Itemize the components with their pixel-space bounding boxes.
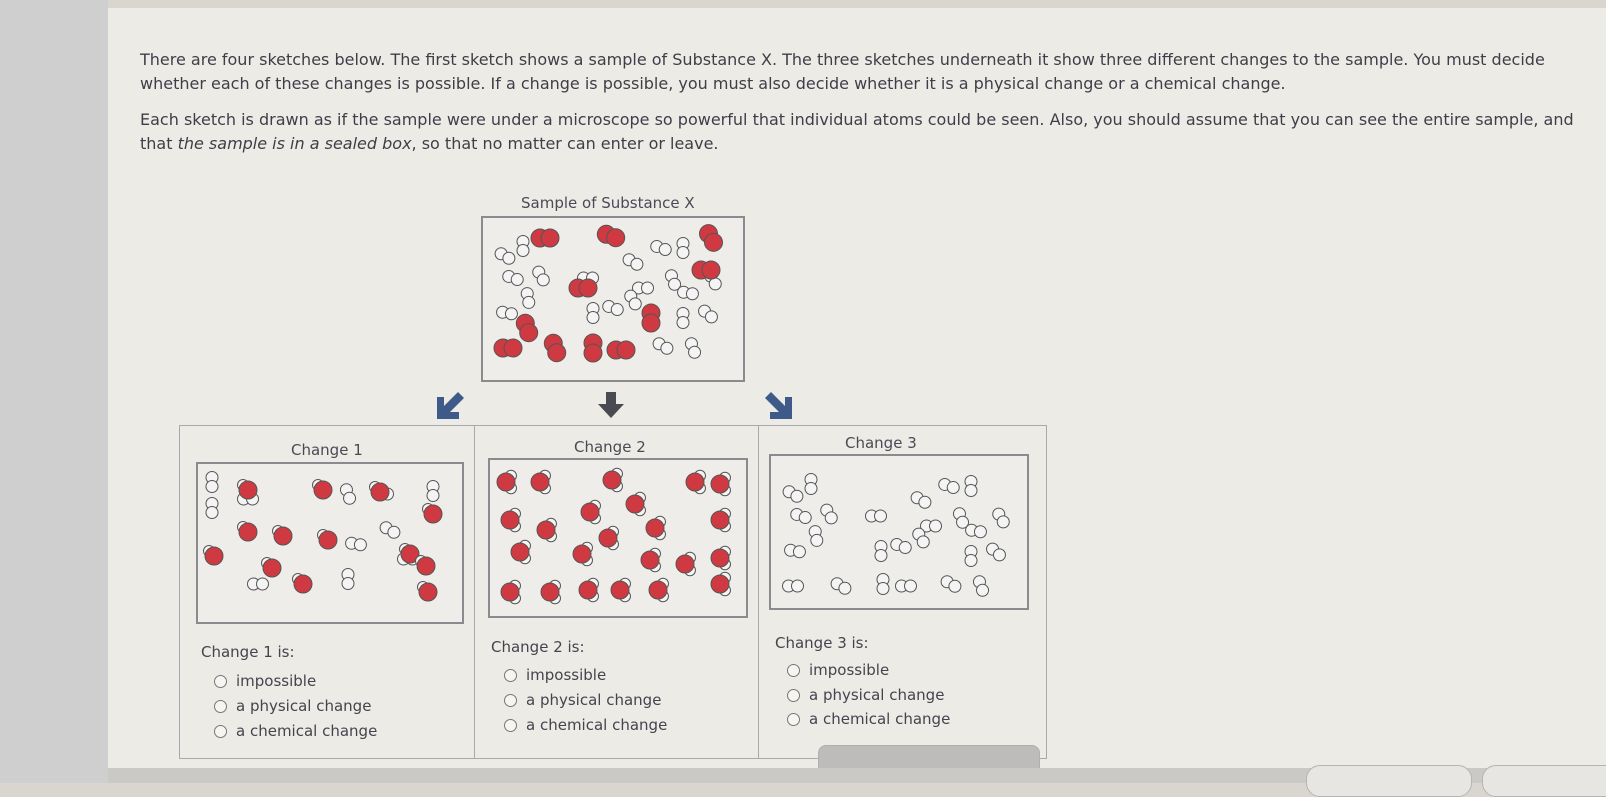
- option-label: a physical change: [526, 691, 662, 709]
- change-2-molecules: [490, 460, 746, 616]
- arrow-down-right-icon: [763, 392, 795, 424]
- change-1-option-impossible[interactable]: [214, 672, 316, 690]
- change-3-option-impossible[interactable]: [787, 661, 889, 679]
- change-2-title: Change 2: [574, 438, 646, 456]
- change-2-sketch: [488, 458, 748, 618]
- option-label: impossible: [809, 661, 890, 679]
- option-label: a physical change: [236, 697, 372, 715]
- option-label: a physical change: [809, 686, 945, 704]
- radio-icon[interactable]: [214, 675, 227, 688]
- radio-icon[interactable]: [504, 719, 517, 732]
- radio-icon[interactable]: [787, 713, 800, 726]
- change-2-option-chemical[interactable]: [504, 716, 667, 734]
- option-label: a chemical change: [809, 710, 951, 728]
- change-1-sketch: [196, 462, 464, 624]
- change-3-question: Change 3 is:: [775, 634, 869, 652]
- change-2-option-physical[interactable]: [504, 691, 661, 709]
- footer-button-2[interactable]: [1482, 765, 1606, 797]
- radio-icon[interactable]: [787, 664, 800, 677]
- change-1-column: [180, 426, 475, 758]
- radio-icon[interactable]: [504, 694, 517, 707]
- option-label: impossible: [526, 666, 607, 684]
- radio-icon[interactable]: [214, 725, 227, 738]
- option-label: a chemical change: [526, 716, 668, 734]
- sample-molecules: [483, 218, 743, 380]
- radio-icon[interactable]: [504, 669, 517, 682]
- instructions-paragraph-1: There are four sketches below. The first sketch shows a sample of Substance X. The three sketches underneath it show three different changes to the sample. You must decide whether each of these changes is possible. If a change is possible, you must also decide whether it is a physical change or a chemical change.: [140, 50, 1545, 93]
- change-3-molecules: [771, 456, 1027, 608]
- option-label: a chemical change: [236, 722, 378, 740]
- change-3-title: Change 3: [845, 434, 917, 452]
- change-1-option-chemical[interactable]: [214, 722, 377, 740]
- change-2-option-impossible[interactable]: [504, 666, 606, 684]
- change-3-sketch: [769, 454, 1029, 610]
- arrow-down-left-icon: [434, 392, 466, 424]
- screen-left-edge: [0, 0, 108, 783]
- change-1-molecules: [198, 464, 462, 622]
- instructions-emphasis: the sample is in a sealed box: [177, 134, 412, 153]
- change-3-option-physical[interactable]: [787, 686, 944, 704]
- arrow-down-icon: [596, 390, 626, 422]
- radio-icon[interactable]: [787, 689, 800, 702]
- change-2-question: Change 2 is:: [491, 638, 585, 656]
- instructions-text: Each sketch is drawn as if the sample were under a microscope so powerful that individual atoms could be seen. Also, you should assume that you can see the entire sample, and that: [140, 110, 1574, 153]
- changes-panel: [179, 425, 1047, 759]
- footer-button-1[interactable]: [1306, 765, 1472, 797]
- radio-icon[interactable]: [214, 700, 227, 713]
- instructions-paragraph-2: [140, 108, 1580, 156]
- change-1-title: Change 1: [291, 441, 363, 459]
- change-3-column: [758, 426, 1046, 758]
- change-2-column: [474, 426, 759, 758]
- change-3-option-chemical[interactable]: [787, 710, 950, 728]
- instructions-text-end: , so that no matter can enter or leave.: [411, 134, 719, 153]
- sample-sketch: [481, 216, 745, 382]
- change-1-option-physical[interactable]: [214, 697, 371, 715]
- sample-title: Sample of Substance X: [521, 194, 695, 212]
- change-1-question: Change 1 is:: [201, 643, 295, 661]
- option-label: impossible: [236, 672, 317, 690]
